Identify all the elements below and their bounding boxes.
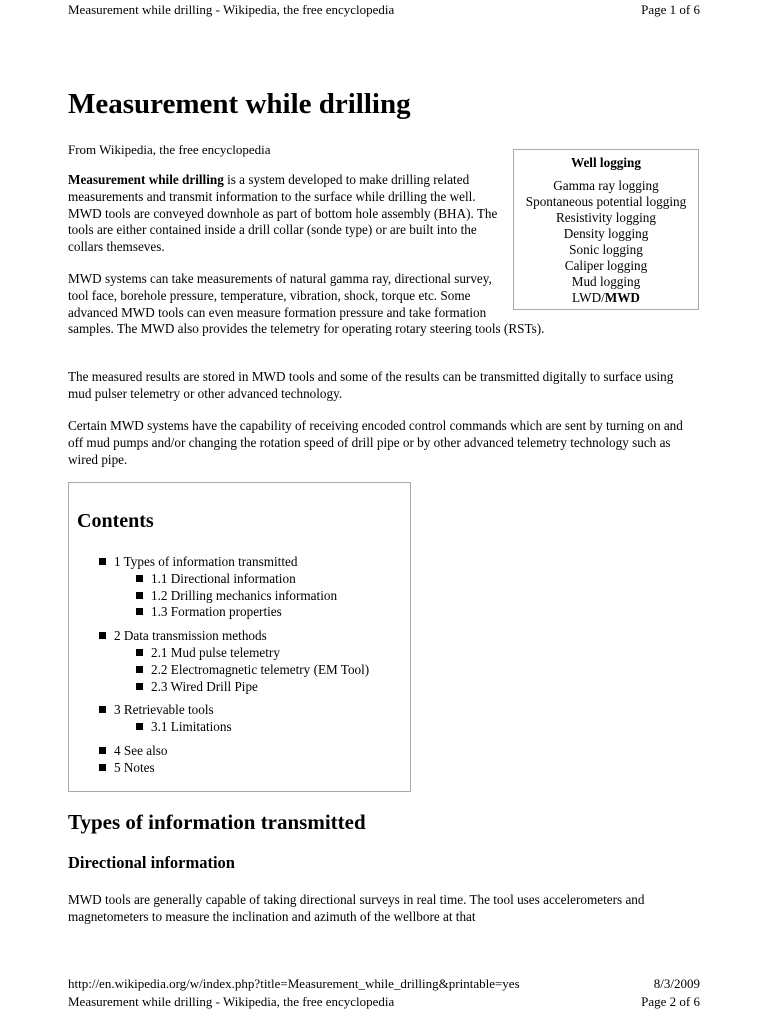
page-title: Measurement while drilling [68, 88, 411, 120]
toc-link-types[interactable]: 1 Types of information transmitted [114, 554, 298, 569]
toc-link-see-also[interactable]: 4 See also [114, 742, 168, 758]
bullet-icon [136, 723, 143, 730]
toc-link-transmission[interactable]: 2 Data transmission methods [114, 628, 267, 644]
paragraph-measurements-text: MWD systems can take measurements of natural gamma ray, directional survey, tool face, borehole pressure, temperature, vibration, shock, torque etc. Some advanced MWD tools can even measure formation pressure and take formation samples. The MWD also provides the telemetry for operating rotary steering tools (RSTs). [68, 271, 545, 337]
toc-subitem [136, 662, 369, 679]
bullet-icon [99, 632, 106, 639]
section-heading: Types of information transmitted [68, 810, 366, 834]
infobox-link-mud[interactable]: Mud logging [571, 274, 641, 289]
bullet-icon [136, 575, 143, 582]
bullet-icon [136, 592, 143, 599]
bullet-icon [136, 683, 143, 690]
toc-item [99, 628, 369, 695]
source-tagline: From Wikipedia, the free encyclopedia [68, 142, 271, 157]
toc-list [99, 554, 369, 784]
table-of-contents [68, 482, 411, 792]
infobox-link-density[interactable]: Density logging [563, 226, 649, 241]
print-footer-page: Page 2 of 6 [641, 994, 700, 1009]
bullet-icon [99, 706, 106, 713]
toc-link-limitations[interactable]: 3.1 Limitations [151, 719, 232, 735]
print-footer-date: 8/3/2009 [653, 976, 700, 991]
toc-link-formation[interactable]: 1.3 Formation properties [151, 604, 282, 620]
toc-link-em-telemetry[interactable]: 2.2 Electromagnetic telemetry (EM Tool) [151, 661, 370, 677]
toc-link-drilling-mechanics[interactable]: 1.2 Drilling mechanics information [151, 587, 338, 603]
bullet-icon [136, 666, 143, 673]
toc-subitem [136, 571, 369, 588]
toc-subitem [136, 604, 369, 621]
infobox-link-sonic[interactable]: Sonic logging [569, 242, 643, 257]
toc-title: Contents [77, 510, 154, 532]
toc-link-directional[interactable]: 1.1 Directional information [151, 570, 296, 586]
toc-item [99, 743, 369, 760]
paragraph-results: The measured results are stored in MWD tools and some of the results can be transmitted digitally to surface using mud pulser telemetry or other advanced technology. [68, 369, 674, 401]
print-footer-url: http://en.wikipedia.org/w/index.php?title=Measurement_while_drilling&printable=yes [68, 976, 520, 991]
infobox-link-gamma-ray[interactable]: Gamma ray logging [553, 178, 659, 193]
toc-link-mud-pulse[interactable]: 2.1 Mud pulse telemetry [151, 644, 280, 660]
toc-link-retrievable[interactable]: 3 Retrievable tools [114, 702, 214, 718]
bullet-icon [99, 558, 106, 565]
bullet-icon [136, 608, 143, 615]
toc-subitem [136, 719, 369, 736]
print-header-title: Measurement while drilling - Wikipedia, the free encyclopedia [68, 2, 395, 17]
toc-link-wired-pipe[interactable]: 2.3 Wired Drill Pipe [151, 678, 258, 694]
infobox-link-caliper[interactable]: Caliper logging [564, 258, 648, 273]
bullet-icon [136, 649, 143, 656]
well-logging-infobox [513, 149, 699, 310]
paragraph-directional: MWD tools are generally capable of taking directional surveys in real time. The tool uses accelerometers and magnetometers to measure the inclination and azimuth of the wellbore at that [68, 892, 645, 924]
infobox-link-lwd-mwd[interactable] [514, 290, 698, 306]
intro-paragraph [68, 172, 508, 256]
toc-subitem [136, 679, 369, 696]
infobox-lwd-prefix: LWD/ [572, 290, 605, 305]
infobox-mwd-bold: MWD [604, 290, 640, 305]
print-footer-title: Measurement while drilling - Wikipedia, the free encyclopedia [68, 994, 395, 1009]
bullet-icon [99, 747, 106, 754]
toc-subitem [136, 588, 369, 605]
toc-item [99, 760, 369, 777]
toc-item [99, 554, 369, 621]
intro-term: Measurement while drilling [68, 172, 224, 187]
infobox-link-spontaneous-potential[interactable]: Spontaneous potential logging [525, 194, 687, 209]
bullet-icon [99, 764, 106, 771]
toc-link-notes[interactable]: 5 Notes [114, 759, 155, 775]
infobox-title: Well logging [571, 155, 641, 170]
intro-text: is a system developed to make drilling related measurements and transmit information to the surface while drilling the well. MWD tools are conveyed downhole as part of bottom hole assembly (BHA). The tools are either contained inside a drill collar (sonde type) or are built into the collars themseves. [68, 172, 498, 255]
toc-item [99, 702, 369, 736]
subsection-heading: Directional information [68, 853, 235, 872]
print-header-page: Page 1 of 6 [641, 2, 700, 17]
toc-subitem [136, 645, 369, 662]
paragraph-commands: Certain MWD systems have the capability of receiving encoded control commands which are sent by turning on and off mud pumps and/or changing the rotation speed of drill pipe or by other advanced telemetry technology such as wired pipe. [68, 418, 683, 467]
infobox-link-resistivity[interactable]: Resistivity logging [555, 210, 656, 225]
